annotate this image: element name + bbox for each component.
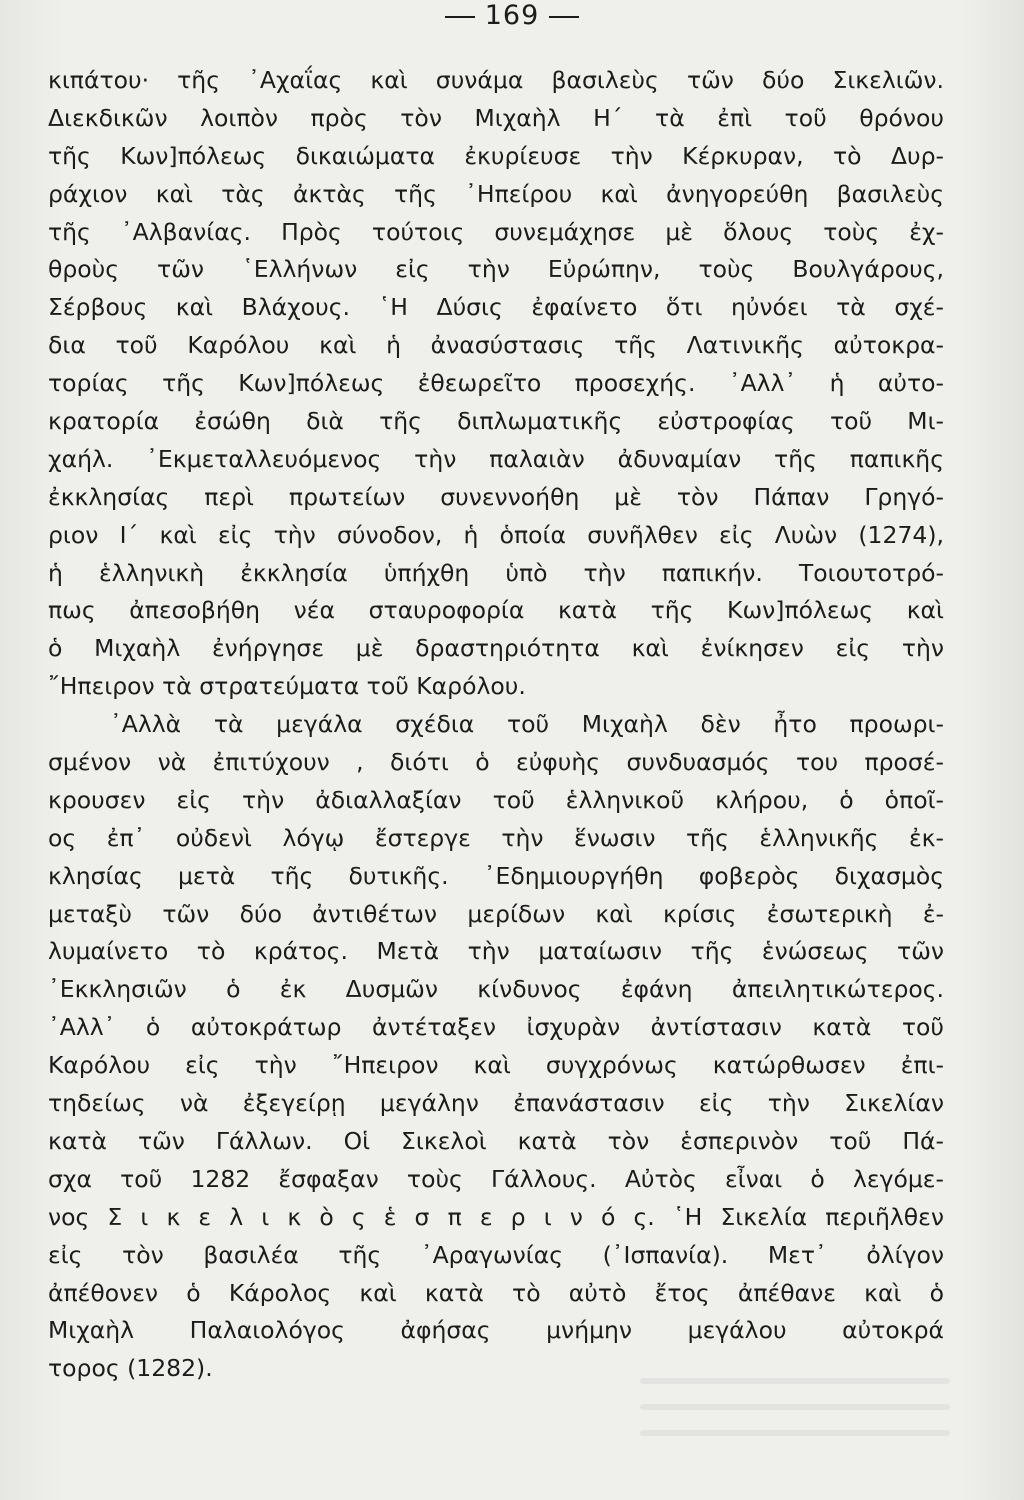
- text-line: τορος (1282).: [48, 1354, 213, 1383]
- body-text: [48, 62, 944, 1388]
- text-line: ῎Ηπειρον τὰ στρατεύματα τοῦ Καρόλου.: [48, 672, 526, 701]
- text-line: κρουσεν εἰς τὴν ἀδιαλλαξίαν τοῦ ἑλληνικοῦ κλήρου, ὁ ὁποῖ-: [48, 785, 944, 814]
- text-line: τῆς ᾿Αλβανίας. Πρὸς τούτοις συνεμάχησε μὲ ὅλους τοὺς ἐχ-: [48, 217, 944, 246]
- text-line: μεταξὺ τῶν δύο ἀντιθέτων μερίδων καὶ κρίσις ἐσωτερικὴ ἐ-: [48, 899, 944, 928]
- text-line: ἡ ἑλληνικὴ ἐκκλησία ὑπήχθη ὑπὸ τὴν παπικήν. Τοιουτοτρό-: [48, 558, 944, 587]
- text-line: Καρόλου εἰς τὴν ῎Ηπειρον καὶ συγχρόνως κατώρθωσεν ἐπι-: [48, 1051, 944, 1080]
- text-line: κρατορία ἐσώθη διὰ τῆς διπλωματικῆς εὐστροφίας τοῦ Μι-: [48, 407, 944, 436]
- text-line: σχα τοῦ 1282 ἔσφαξαν τοὺς Γάλλους. Αὐτὸς εἶναι ὁ λεγόμε-: [48, 1164, 944, 1193]
- text-line: ριον Ι΄ καὶ εἰς τὴν σύνοδον, ἡ ὁποία συνῆλθεν εἰς Λυὼν (1274),: [48, 520, 944, 549]
- page-number-dash-right: [549, 16, 579, 18]
- text-line: Μιχαὴλ Παλαιολόγος ἀφήσας μνήμην μεγάλου αὐτοκρά: [48, 1316, 944, 1345]
- text-line: ἐκκλησίας περὶ πρωτείων συνεννοήθη μὲ τὸν Πάπαν Γρηγό-: [48, 482, 944, 511]
- text-line: ᾿Αλλ᾿ ὁ αὐτοκράτωρ ἀντέταξεν ἰσχυρὰν ἀντίστασιν κατὰ τοῦ: [48, 1013, 944, 1042]
- text-line: ὁ Μιχαὴλ ἐνήργησε μὲ δραστηριότητα καὶ ἐνίκησεν εἰς τὴν: [48, 634, 944, 663]
- text-line: Σέρβους καὶ Βλάχους. ῾Η Δύσις ἐφαίνετο ὅτι ηὐνόει τὰ σχέ-: [48, 293, 944, 322]
- text-line: ᾿Εκκλησιῶν ὁ ἐκ Δυσμῶν κίνδυνος ἐφάνη ἀπειλητικώτερος.: [48, 975, 944, 1004]
- page-number-value: 169: [484, 0, 540, 31]
- text-line: ράχιον καὶ τὰς ἀκτὰς τῆς ᾿Ηπείρου καὶ ἀνηγορεύθη βασιλεὺς: [48, 179, 944, 208]
- text-line: εἰς τὸν βασιλέα τῆς ᾿Αραγωνίας (᾿Ισπανία). Μετ᾿ ὀλίγον: [48, 1240, 944, 1269]
- bleed-through-line: [640, 1378, 950, 1384]
- text-line: ος ἐπ᾿ οὐδενὶ λόγῳ ἔστεργε τὴν ἕνωσιν τῆς ἑλληνικῆς ἐκ-: [48, 823, 944, 852]
- text-line: τῆς Κων]πόλεως δικαιώματα ἐκυρίευσε τὴν Κέρκυραν, τὸ Δυρ-: [48, 141, 944, 170]
- text-line: κατὰ τῶν Γάλλων. Οἱ Σικελοὶ κατὰ τὸν ἑσπερινὸν τοῦ Πά-: [48, 1126, 944, 1155]
- text-line: χαήλ. ᾿Εκμεταλλευόμενος τὴν παλαιὰν ἀδυναμίαν τῆς παπικῆς: [48, 444, 944, 473]
- text-line: κιπάτου· τῆς ᾿Αχαΐας καὶ συνάμα βασιλεὺς τῶν δύο Σικελιῶν.: [48, 66, 944, 94]
- bleed-through-line: [640, 1430, 950, 1436]
- text-line: τηδείως νὰ ἐξεγείρῃ μεγάλην ἐπανάστασιν εἰς τὴν Σικελίαν: [48, 1089, 944, 1118]
- text-line: ᾿Αλλὰ τὰ μεγάλα σχέδια τοῦ Μιχαὴλ δὲν ἦτο προωρι-: [110, 710, 944, 739]
- page-number: [0, 0, 1024, 32]
- text-line: τορίας τῆς Κων]πόλεως ἐθεωρεῖτο προσεχής. ᾿Αλλ᾿ ἡ αὐτο-: [48, 369, 944, 398]
- text-line: Διεκδικῶν λοιπὸν πρὸς τὸν Μιχαὴλ Η΄ τὰ ἐπὶ τοῦ θρόνου: [48, 103, 944, 132]
- text-line: νος Σ ι κ ε λ ι κ ὸ ς ἑ σ π ε ρ ι ν ό ς. ῾Η Σικελία περιῆλθεν: [48, 1202, 944, 1231]
- text-line: πως ἀπεσοβήθη νέα σταυροφορία κατὰ τῆς Κων]πόλεως καὶ: [48, 596, 944, 625]
- bleed-through-shadow: [640, 1378, 950, 1478]
- page-number-dash-left: [445, 16, 475, 18]
- text-line: ἀπέθονεν ὁ Κάρολος καὶ κατὰ τὸ αὐτὸ ἔτος ἀπέθανε καὶ ὁ: [48, 1278, 944, 1307]
- text-line: λυμαίνετο τὸ κράτος. Μετὰ τὴν ματαίωσιν τῆς ἑνώσεως τῶν: [48, 937, 944, 966]
- bleed-through-line: [640, 1404, 950, 1410]
- text-line: δια τοῦ Καρόλου καὶ ἡ ἀνασύστασις τῆς Λατινικῆς αὐτοκρα-: [48, 331, 944, 360]
- text-line: κλησίας μετὰ τῆς δυτικῆς. ᾿Εδημιουργήθη φοβερὸς διχασμὸς: [48, 861, 944, 890]
- text-line: σμένον νὰ ἐπιτύχουν , διότι ὁ εὐφυὴς συνδυασμός του προσέ-: [48, 748, 944, 777]
- text-line: θροὺς τῶν ῾Ελλήνων εἰς τὴν Εὐρώπην, τοὺς Βουλγάρους,: [48, 255, 944, 284]
